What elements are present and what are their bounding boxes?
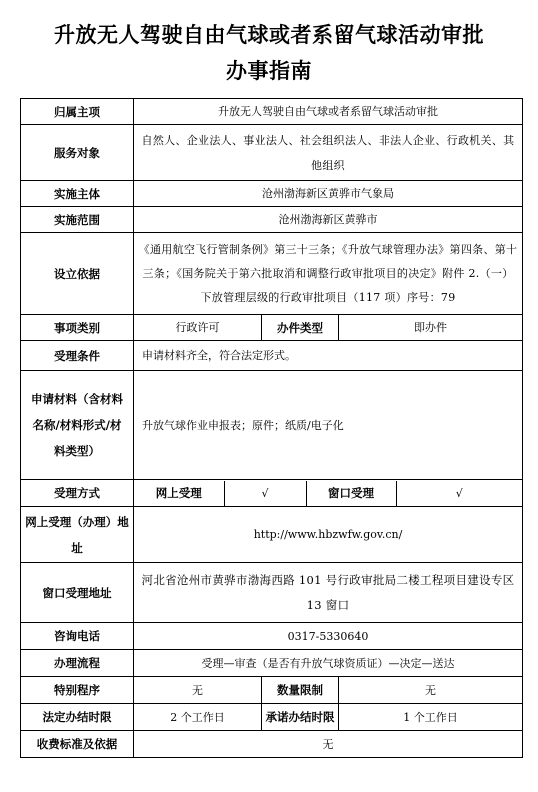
fees-label: 收费标准及依据 <box>21 731 134 758</box>
online-address-label: 网上受理（办理）地址 <box>21 507 134 563</box>
table-row <box>21 207 523 233</box>
method-label: 受理方式 <box>21 480 134 507</box>
table-row <box>21 650 523 677</box>
table-row <box>21 181 523 207</box>
table-row <box>21 99 523 125</box>
legal-basis-label: 设立依据 <box>21 233 134 315</box>
legal-basis-value: 《通用航空飞行管制条例》第三十三条；《升放气球管理办法》第四条、第十三条；《国务院关于第六批取消和调整行政审批项目的决定》附件 2.（一）下放管理层级的行政审批项目（117 项）序号：79 <box>134 233 523 315</box>
special-procedure-value: 无 <box>134 677 262 704</box>
scope-label: 实施范围 <box>21 207 134 233</box>
implementer-label: 实施主体 <box>21 181 134 207</box>
quantity-limit-label: 数量限制 <box>262 677 339 704</box>
promised-deadline-label: 承诺办结时限 <box>262 704 339 731</box>
window-method-label: 窗口受理 <box>306 481 396 506</box>
document-subtitle: 办事指南 <box>226 59 312 83</box>
legal-deadline-label: 法定办结时限 <box>21 704 134 731</box>
table-row <box>21 371 523 480</box>
fees-value: 无 <box>134 731 523 758</box>
online-method-label: 网上受理 <box>134 481 224 506</box>
method-subtable <box>134 481 522 506</box>
legal-deadline-value: 2 个工作日 <box>134 704 262 731</box>
conditions-value: 申请材料齐全，符合法定形式。 <box>134 341 523 371</box>
service-target-value: 自然人、企业法人、事业法人、社会组织法人、非法人企业、行政机关、其他组织 <box>134 125 523 181</box>
table-row <box>21 731 523 758</box>
service-target-label: 服务对象 <box>21 125 134 181</box>
materials-value: 升放气球作业申报表；原件；纸质/电子化 <box>134 371 523 480</box>
promised-deadline-value: 1 个工作日 <box>339 704 523 731</box>
online-method-check: √ <box>224 481 306 506</box>
table-row <box>21 341 523 371</box>
process-label: 办理流程 <box>21 650 134 677</box>
item-type-label: 事项类别 <box>21 315 134 341</box>
document-title: 升放无人驾驶自由气球或者系留气球活动审批 <box>54 23 484 47</box>
materials-label: 申请材料（含材料名称/材料形式/材料类型） <box>21 371 134 480</box>
conditions-label: 受理条件 <box>21 341 134 371</box>
table-row <box>21 233 523 315</box>
category-label: 归属主项 <box>21 99 134 125</box>
table-row <box>21 677 523 704</box>
window-address-label: 窗口受理地址 <box>21 563 134 623</box>
window-method-check: √ <box>396 481 522 506</box>
category-value: 升放无人驾驶自由气球或者系留气球活动审批 <box>134 99 523 125</box>
table-row <box>21 623 523 650</box>
handling-type-label: 办件类型 <box>262 315 339 341</box>
phone-value: 0317-5330640 <box>134 623 523 650</box>
online-address-link[interactable]: http://www.hbzwfw.gov.cn/ <box>134 507 523 563</box>
table-row <box>21 480 523 507</box>
table-row <box>21 704 523 731</box>
table-row <box>21 125 523 181</box>
table-row <box>21 563 523 623</box>
special-procedure-label: 特别程序 <box>21 677 134 704</box>
implementer-value: 沧州渤海新区黄骅市气象局 <box>134 181 523 207</box>
phone-label: 咨询电话 <box>21 623 134 650</box>
scope-value: 沧州渤海新区黄骅市 <box>134 207 523 233</box>
window-address-value: 河北省沧州市黄骅市渤海西路 101 号行政审批局二楼工程项目建设专区 13 窗口 <box>134 563 523 623</box>
item-type-value: 行政许可 <box>134 315 262 341</box>
process-value: 受理—审查（是否有升放气球资质证）—决定—送达 <box>134 650 523 677</box>
table-row <box>21 315 523 341</box>
guide-table <box>20 98 523 758</box>
quantity-limit-value: 无 <box>339 677 523 704</box>
handling-type-value: 即办件 <box>339 315 523 341</box>
table-row <box>21 507 523 563</box>
